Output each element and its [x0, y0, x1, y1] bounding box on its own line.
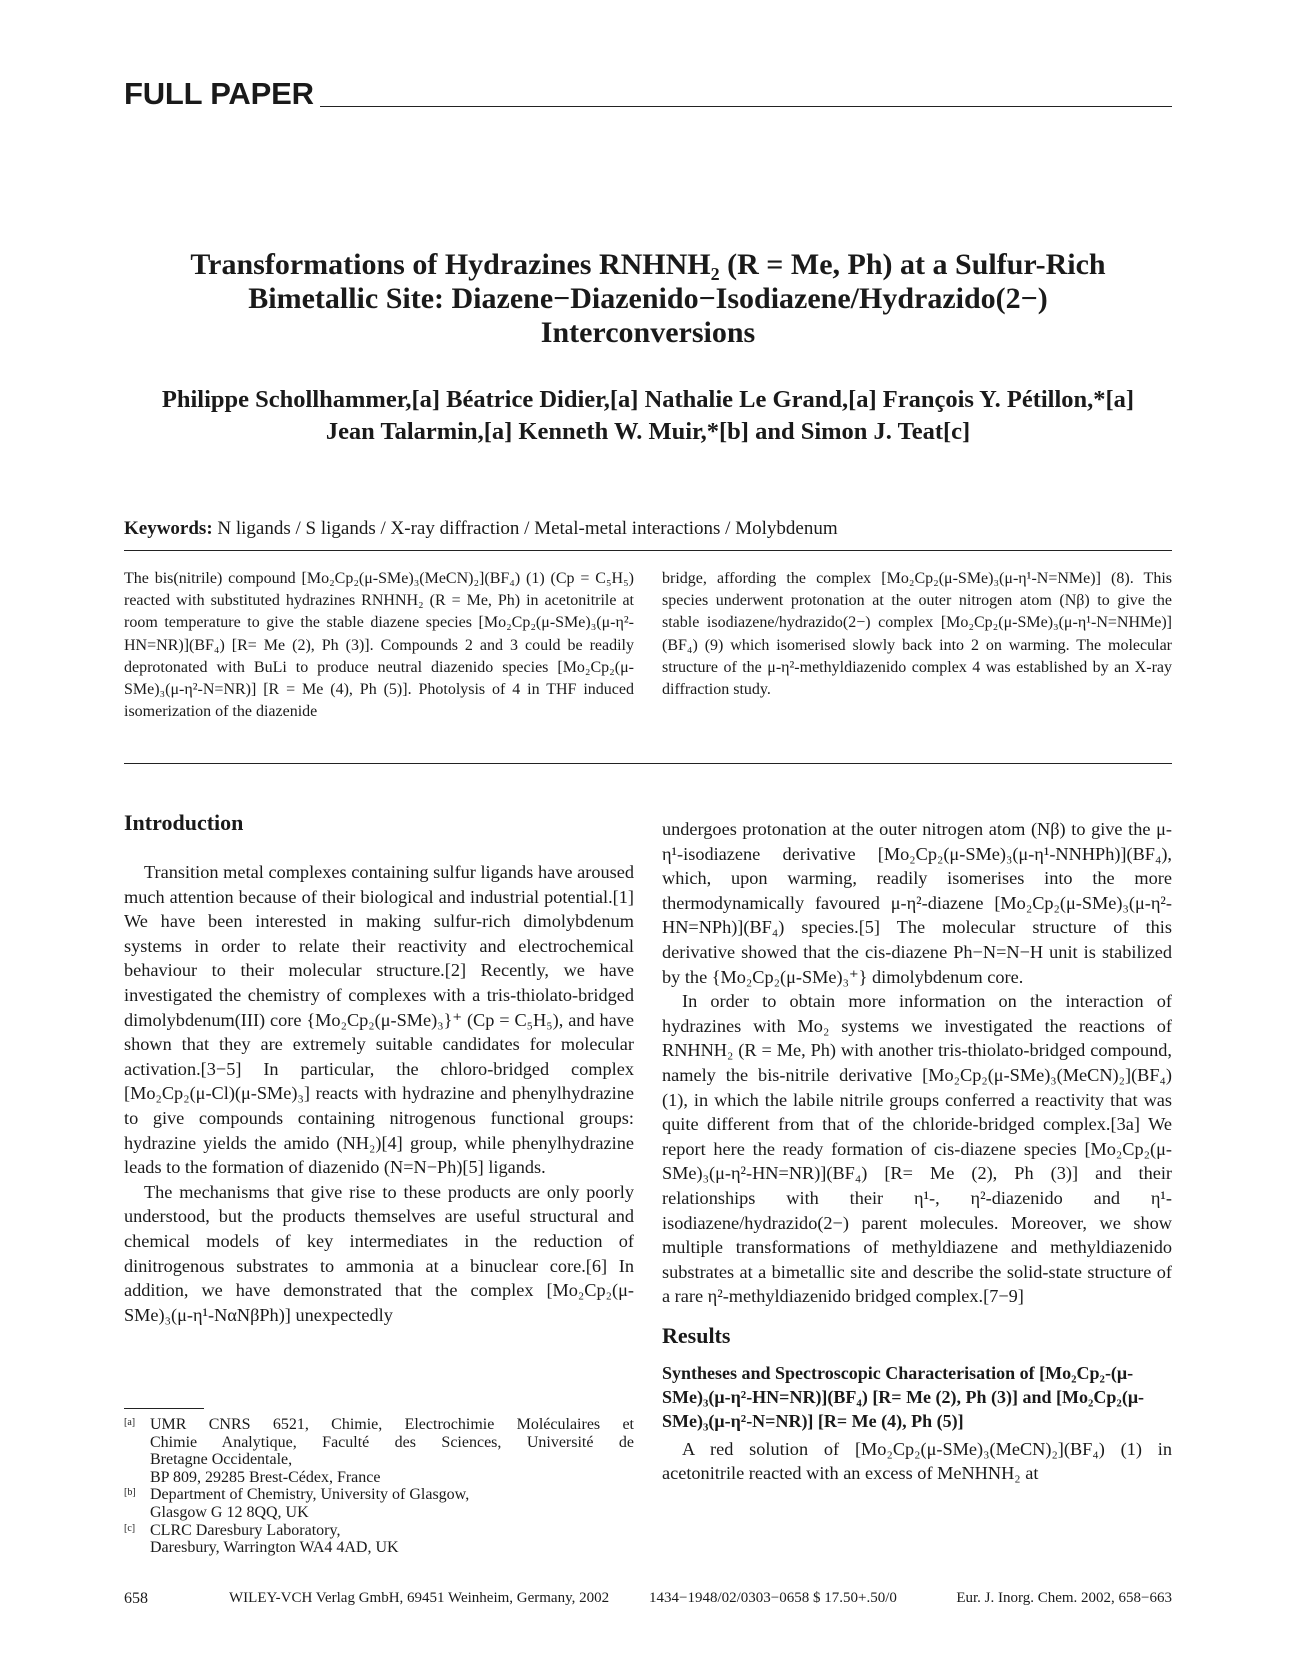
abstract-top-rule — [124, 550, 1172, 551]
running-header — [124, 78, 1172, 109]
affiliation-a-line: BP 809, 29285 Brest-Cédex, France — [150, 1468, 381, 1486]
keywords-label: Keywords: — [124, 518, 213, 539]
affiliation-b-line: Glasgow G 12 8QQ, UK — [150, 1503, 309, 1521]
title-line-3: Interconversions — [540, 316, 756, 349]
intro-paragraph-1: Transition metal complexes containing sulfur ligands have aroused much attention because of their biological and industrial potential.[1] We have been interested in making sulfur-rich dimolybdenum systems in order to relate their reactivity and electrochemical behaviour to their molecular structure.[2] Recently, we have investigated the chemistry of complexes with a tris-thiolato-bridged dimolybdenum(III) core {Mo₂Cp₂(μ-SMe)₃}⁺ (Cp = C₅H₅), and have shown that they are extremely suitable candidates for molecular activation.[3−5] In particular, the chloro-bridged complex [Mo₂Cp₂(μ-Cl)(μ-SMe)₃] reacts with hydrazine and phenylhydrazine to give compounds containing nitrogenous functional groups: hydrazine yields the amido (NH₂)[4] group, while phenylhydrazine leads to the formation of diazenido (N=N−Ph)[5] ligands. — [124, 862, 634, 1178]
affiliation-c-mark: [c] — [124, 1522, 136, 1534]
results-subheading: Syntheses and Spectroscopic Characterisation of [Mo₂Cp₂-(μ-SMe)₃(μ-η²-HN=NR)](BF₄) [R= Me (2), Ph (3)] and [Mo₂Cp₂(μ-SMe)₃(μ-η²-N=NR)] [R= Me (4), Ph (5)] — [662, 1362, 1145, 1431]
authors-line-1: Philippe Schollhammer,[a] Béatrice Didier,[a] Nathalie Le Grand,[a] François Y. Pétillon,*[a] — [161, 386, 1135, 413]
affiliation-c-line: Daresbury, Warrington WA4 4AD, UK — [150, 1539, 399, 1557]
footnote-rule — [124, 1408, 204, 1409]
affiliation-c-line: CLRC Daresbury Laboratory, — [150, 1521, 341, 1539]
abstract-bottom-rule — [124, 763, 1172, 764]
keywords — [124, 517, 1172, 541]
title-line-1: Transformations of Hydrazines RNHNH₂ (R = Me, Ph) at a Sulfur-Rich — [190, 248, 1106, 281]
body-right-column — [662, 817, 1172, 1486]
affiliation-c — [124, 1522, 634, 1557]
paper-title — [124, 248, 1172, 350]
affiliation-b-line: Department of Chemistry, University of Glasgow, — [150, 1486, 470, 1504]
intro-paragraph-4: In order to obtain more information on the interaction of hydrazines with Mo₂ systems we investigated the reactions of RNHNH₂ (R = Me, Ph) with another tris-thiolato-bridged compound, namely the bis-nitrile derivative [Mo₂Cp₂(μ-SMe)₃(MeCN)₂](BF₄) (1), in which the labile nitrile groups conferred a reactivity that was quite different from that of the chloride-bridged complex.[3a] We report here the ready formation of cis-diazene species [Mo₂Cp₂(μ-SMe)₃(μ-η²-HN=NR)](BF₄) [R= Me (2), Ph (3)] and their relationships with their η¹-, η²-diazenido and η¹-isodiazene/hydrazido(2−) parent molecules. Moreover, we show multiple transformations of methyldiazene and methyldiazenido substrates at a bimetallic site and describe the solid-state structure of a rare η²-methyldiazenido bridged complex.[7−9] — [662, 991, 1172, 1307]
journal-citation: Eur. J. Inorg. Chem. 2002, 658−663 — [956, 1590, 1172, 1606]
affiliation-a-line: Chimie Analytique, Faculté des Sciences, Université de — [150, 1433, 634, 1451]
results-paragraph-1: A red solution of [Mo₂Cp₂(μ-SMe)₃(MeCN)₂](BF₄) (1) in acetonitrile reacted with an excess of MeNHNH₂ at — [662, 1438, 1172, 1484]
affiliation-a-line: UMR CNRS 6521, Chimie, Electrochimie Moléculaires et — [150, 1416, 634, 1433]
title-line-2: Bimetallic Site: Diazene−Diazenido−Isodiazene/Hydrazido(2−) — [248, 282, 1048, 315]
affiliation-a-mark: [a] — [124, 1417, 136, 1428]
page-number: 658 — [124, 1590, 148, 1607]
author-list — [124, 384, 1172, 448]
article-code: 1434−1948/02/0303−0658 $ 17.50+.50/0 — [649, 1590, 897, 1606]
authors-line-2: Jean Talarmin,[a] Kenneth W. Muir,*[b] and Simon J. Teat[c] — [325, 418, 971, 445]
affiliation-b-mark: [b] — [124, 1487, 136, 1499]
keywords-text: N ligands / S ligands / X-ray diffraction / Metal-metal interactions / Molybdenum — [217, 518, 838, 539]
body-left-column — [124, 810, 634, 1327]
affiliations — [124, 1416, 634, 1557]
affiliation-b — [124, 1486, 634, 1521]
section-label: FULL PAPER — [124, 76, 314, 111]
abstract-left-column: The bis(nitrile) compound [Mo₂Cp₂(μ-SMe)₃(MeCN)₂](BF₄) (1) (Cp = C₅H₅) reacted with substituted hydrazines RNHNH₂ (R = Me, Ph) in acetonitrile at room temperature to give the stable diazene species [Mo₂Cp₂(μ-SMe)₃(μ-η²-HN=NR)](BF₄) [R= Me (2), Ph (3)]. Compounds 2 and 3 could be readily deprotonated with BuLi to produce neutral diazenido species [Mo₂Cp₂(μ-SMe)₃(μ-η²-N=NR)] [R = Me (4), Ph (5)]. Photolysis of 4 in THF induced isomerization of the diazenide — [124, 570, 634, 721]
abstract-right-column: bridge, affording the complex [Mo₂Cp₂(μ-SMe)₃(μ-η¹-N=NMe)] (8). This species underwent protonation at the outer nitrogen atom (Nβ) to give the stable isodiazene/hydrazido(2−) complex [Mo₂Cp₂(μ-SMe)₃(μ-η¹-N=NHMe)](BF₄) (9) which isomerised slowly back into 2 on warming. The molecular structure of the μ-η²-methyldiazenido complex 4 was established by an X-ray diffraction study. — [662, 570, 1172, 699]
introduction-heading: Introduction — [124, 810, 244, 835]
results-heading: Results — [662, 1322, 731, 1348]
affiliation-a — [124, 1416, 634, 1486]
affiliation-a-line: Bretagne Occidentale, — [150, 1451, 293, 1469]
header-rule — [320, 106, 1172, 107]
intro-paragraph-2: The mechanisms that give rise to these products are only poorly understood, but the products themselves are useful structural and chemical models of key intermediates in the reduction of dinitrogenous substrates to ammonia at a binuclear core.[6] In addition, we have demonstrated that the complex [Mo₂Cp₂(μ-SMe)₃(μ-η¹-NαNβPh)] unexpectedly — [124, 1181, 634, 1325]
publisher-line: WILEY-VCH Verlag GmbH, 69451 Weinheim, Germany, 2002 — [229, 1590, 610, 1606]
intro-paragraph-3: undergoes protonation at the outer nitrogen atom (Nβ) to give the μ-η¹-isodiazene derivative [Mo₂Cp₂(μ-SMe)₃(μ-η¹-NNHPh)](BF₄), which, upon warming, readily isomerises into the more thermodynamically favoured μ-η²-diazene [Mo₂Cp₂(μ-SMe)₃(μ-η²-HN=NPh)](BF₄) species.[5] The molecular structure of this derivative showed that the cis-diazene Ph−N=N−H unit is stabilized by the {Mo₂Cp₂(μ-SMe)₃⁺} dimolybdenum core. — [662, 819, 1172, 987]
